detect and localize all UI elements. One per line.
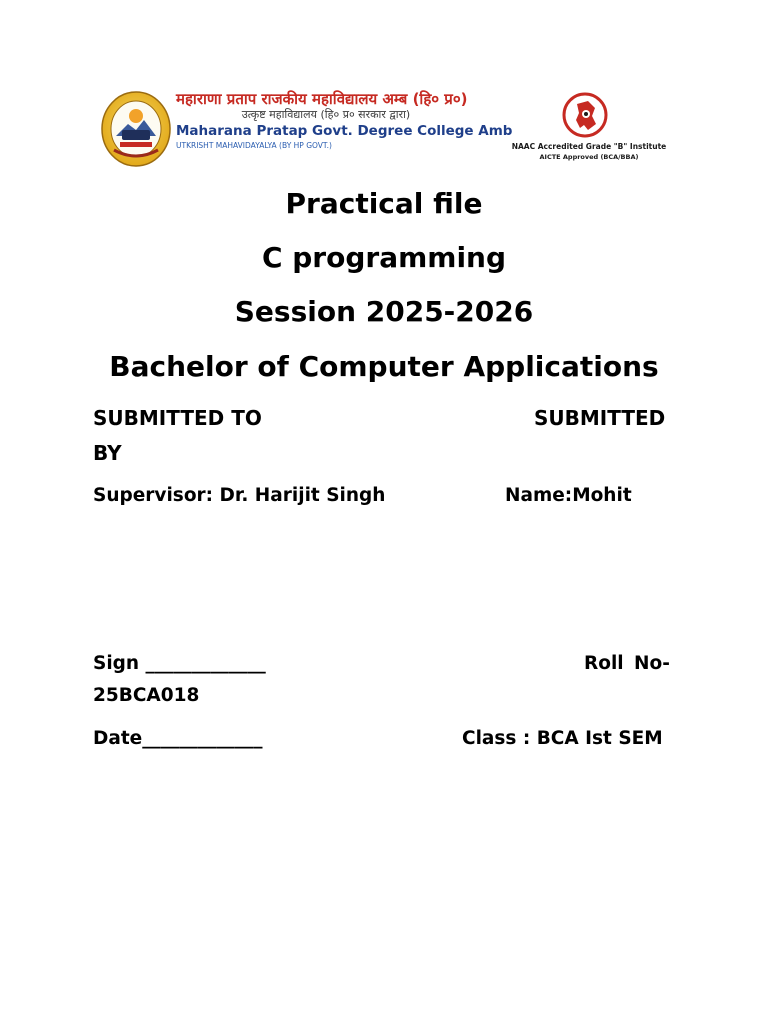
roll-number-value: 25BCA018 (93, 685, 200, 706)
roll-no-prefix: No- (634, 653, 670, 674)
naac-block (504, 92, 674, 170)
title-degree: Bachelor of Computer Applications (109, 350, 659, 383)
college-name-hindi: महाराणा प्रताप राजकीय महाविद्यालय अम्ब (हि० प्र०) (176, 90, 468, 108)
college-title-block (176, 90, 513, 151)
naac-logo-icon (562, 92, 608, 138)
naac-accreditation-text: NAAC Accredited Grade "B" Institute (511, 142, 667, 151)
college-subtitle-hindi: उत्कृष्ट महाविद्यालय (हि० प्र० सरकार द्वारा) (241, 108, 411, 121)
college-seal-icon (100, 90, 172, 168)
college-tagline: UTKRISHT MAHAVIDAYALYA (BY HP GOVT.) (176, 141, 332, 150)
supervisor-name: Supervisor: Dr. Harijit Singh (93, 485, 386, 506)
sign-field: Sign _____________ (93, 653, 266, 674)
submitted-by-label-continued: BY (93, 441, 122, 465)
title-session: Session 2025-2026 (234, 295, 534, 328)
submitted-to-label: SUBMITTED TO (93, 406, 262, 430)
college-banner (94, 86, 676, 172)
date-field: Date_____________ (93, 728, 263, 749)
roll-label: Roll (584, 653, 624, 674)
submitted-by-label: SUBMITTED (534, 406, 666, 430)
title-practical-file: Practical file (285, 187, 483, 220)
college-name-english: Maharana Pratap Govt. Degree College Amb (176, 123, 513, 139)
student-name: Name:Mohit (505, 485, 632, 506)
aicte-approval-text: AICTE Approved (BCA/BBA) (539, 153, 639, 161)
title-subject: C programming (261, 241, 507, 274)
class-field: Class : BCA Ist SEM (462, 728, 663, 749)
